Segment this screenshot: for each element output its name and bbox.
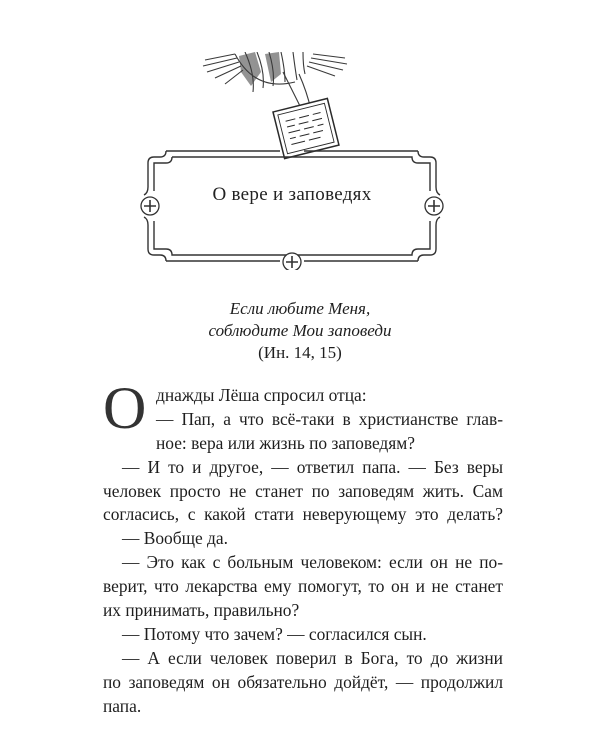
chapter-title: О вере и заповедях [212,184,372,205]
epigraph-reference: (Ин. 14, 15) [258,343,342,362]
body-line: папа. [103,695,142,716]
body-line: — Это как с больным человеком: если он не по- [122,552,503,573]
epigraph-line-2: соблюдите Мои заповеди [208,321,392,340]
body-line: — Пап, а что всё-таки в христианстве глав- [156,408,503,429]
body-line: днажды Лёша спросил отца: [156,385,367,405]
epigraph-line-1: Если любите Меня, [229,299,371,318]
body-line: ное: вера или жизнь по заповедям? [156,432,415,453]
drop-cap: О [103,375,147,441]
chapter-title-frame [140,143,444,270]
body-line: их принимать, правильно? [103,600,300,621]
body-line: по заповедям он обязательно дойдёт, — продолжил [103,671,503,692]
body-line: человек просто не станет по заповедям жить. Сам [103,480,503,501]
body-line: — Вообще да. [122,528,228,549]
story-body [103,375,503,718]
body-line: верит, что лекарства ему помогут, то он и не станет [103,576,503,597]
body-line: — А если человек поверил в Бога, то до жизни [122,647,503,668]
body-line: — И то и другое, — ответил папа. — Без веры [122,456,503,477]
body-line: согласись, с какой стати неверующему это делать? [103,504,503,525]
epigraph [150,298,450,364]
body-line: — Потому что зачем? — согласился сын. [122,623,427,644]
